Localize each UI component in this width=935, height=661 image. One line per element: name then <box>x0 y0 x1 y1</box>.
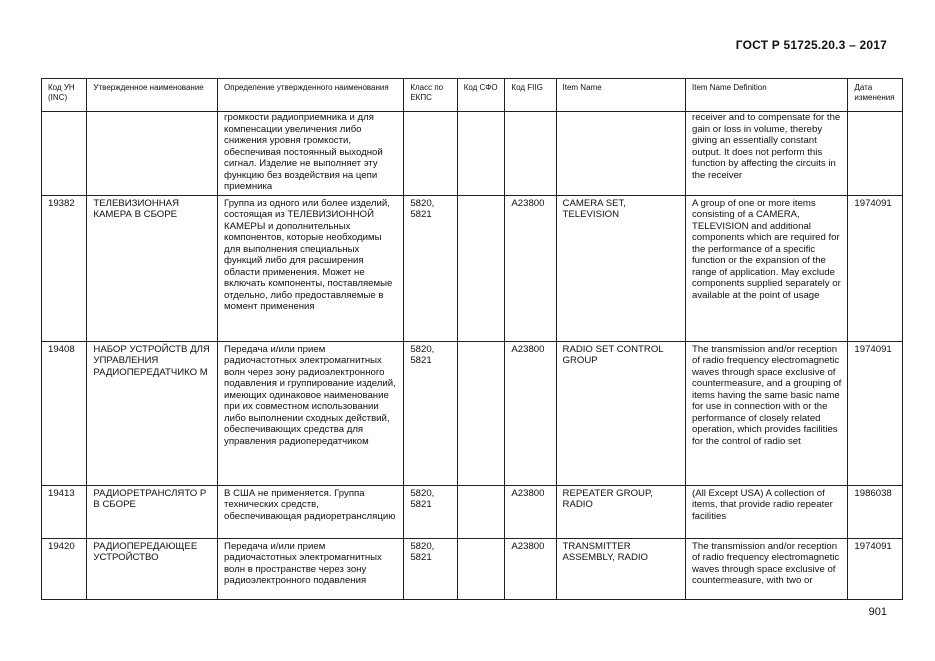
cell-definition: В США не применяется. Группа технических средств, обеспечивающая радиоретрансляцию <box>218 485 404 538</box>
header-inc-code: Код УН (INC) <box>42 79 87 112</box>
cell-class: 5820, 5821 <box>404 538 457 599</box>
cell-fiig <box>505 112 556 196</box>
cell-item-name: REPEATER GROUP, RADIO <box>556 485 685 538</box>
cell-sfo <box>457 341 505 485</box>
cell-code: 19420 <box>42 538 87 599</box>
table-row <box>42 195 903 341</box>
classification-table <box>41 78 903 600</box>
cell-name: НАБОР УСТРОЙСТВ ДЛЯ УПРАВЛЕНИЯ РАДИОПЕРЕДАТЧИКО М <box>87 341 218 485</box>
cell-class: 5820, 5821 <box>404 485 457 538</box>
header-item-name: Item Name <box>556 79 685 112</box>
header-item-definition: Item Name Definition <box>686 79 848 112</box>
cell-date: 1974091 <box>848 538 903 599</box>
header-approved-definition: Определение утвержденного наименования <box>218 79 404 112</box>
cell-sfo <box>457 112 505 196</box>
cell-item-name: TRANSMITTER ASSEMBLY, RADIO <box>556 538 685 599</box>
cell-date <box>848 112 903 196</box>
cell-code: 19382 <box>42 195 87 341</box>
header-fiig-code: Код FIIG <box>505 79 556 112</box>
cell-name: РАДИОРЕТРАНСЛЯТО Р В СБОРЕ <box>87 485 218 538</box>
cell-item-definition: A group of one or more items consisting of a CAMERA, TELEVISION and additional components which are required for the performance of a specific function or the expansion of the range of application. May exclude components supplied separately or available at the point of usage <box>686 195 848 341</box>
cell-fiig: A23800 <box>505 341 556 485</box>
cell-sfo <box>457 195 505 341</box>
cell-code: 19413 <box>42 485 87 538</box>
cell-class: 5820, 5821 <box>404 341 457 485</box>
cell-name: ТЕЛЕВИЗИОННАЯ КАМЕРА В СБОРЕ <box>87 195 218 341</box>
cell-date: 1974091 <box>848 195 903 341</box>
cell-class: 5820, 5821 <box>404 195 457 341</box>
cell-code: 19408 <box>42 341 87 485</box>
cell-item-definition: The transmission and/or reception of radio frequency electromagnetic waves through space exclusive of countermeasure, with two or <box>686 538 848 599</box>
table-row-continuation <box>42 112 903 196</box>
document-code: ГОСТ Р 51725.20.3 – 2017 <box>735 38 887 52</box>
cell-definition: громкости радиоприемника и для компенсации увеличения либо снижения уровня громкости, обеспечивая постоянный выходной сигнал. Изделие не выполняет эту функцию без воздействия на цепи приемника <box>218 112 404 196</box>
cell-sfo <box>457 538 505 599</box>
table-row <box>42 485 903 538</box>
header-change-date: Дата изменения <box>848 79 903 112</box>
cell-definition: Передача и/или прием радиочастотных электромагнитных волн через зону радиоэлектронного подавления и группирование изделий, имеющих одинаковое наименование при их совместном использовании либо выполнении сходных действий, обеспечивающих средства для управления радиопередатчиком <box>218 341 404 485</box>
cell-fiig: A23800 <box>505 195 556 341</box>
cell-item-definition: receiver and to compensate for the gain or loss in volume, thereby giving an essentially constant output. It does not perform this function by affecting the circuits in the receiver <box>686 112 848 196</box>
table-row <box>42 341 903 485</box>
cell-name <box>87 112 218 196</box>
header-approved-name: Утвержденное наименование <box>87 79 218 112</box>
cell-item-name <box>556 112 685 196</box>
cell-code <box>42 112 87 196</box>
cell-item-name: CAMERA SET, TELEVISION <box>556 195 685 341</box>
cell-definition: Передача и/или прием радиочастотных электромагнитных волн в пространстве через зону радиоэлектронного подавления <box>218 538 404 599</box>
cell-item-definition: The transmission and/or reception of radio frequency electromagnetic waves through space exclusive of countermeasure, and a grouping of items having the same basic name for use in connection with or the performance of closely related operation, which provides facilities for the control of radio set <box>686 341 848 485</box>
cell-date: 1974091 <box>848 341 903 485</box>
header-sfo-code: Код СФО <box>457 79 505 112</box>
cell-item-definition: (All Except USA) A collection of items, that provide radio repeater facilities <box>686 485 848 538</box>
cell-name: РАДИОПЕРЕДАЮЩЕЕ УСТРОЙСТВО <box>87 538 218 599</box>
cell-sfo <box>457 485 505 538</box>
header-ekps-class: Класс по ЕКПС <box>404 79 457 112</box>
table-header-row <box>42 79 903 112</box>
table-row <box>42 538 903 599</box>
page-number: 901 <box>868 606 887 618</box>
cell-definition: Группа из одного или более изделий, состоящая из ТЕЛЕВИЗИОННОЙ КАМЕРЫ и дополнительных компонентов, которые необходимы для выполнения специальных функций либо для расширения области применения. Может не включать компоненты, поставляемые отдельно, либо предоставляемые в момент применения <box>218 195 404 341</box>
cell-date: 1986038 <box>848 485 903 538</box>
cell-class <box>404 112 457 196</box>
cell-item-name: RADIO SET CONTROL GROUP <box>556 341 685 485</box>
cell-fiig: A23800 <box>505 485 556 538</box>
cell-fiig: A23800 <box>505 538 556 599</box>
